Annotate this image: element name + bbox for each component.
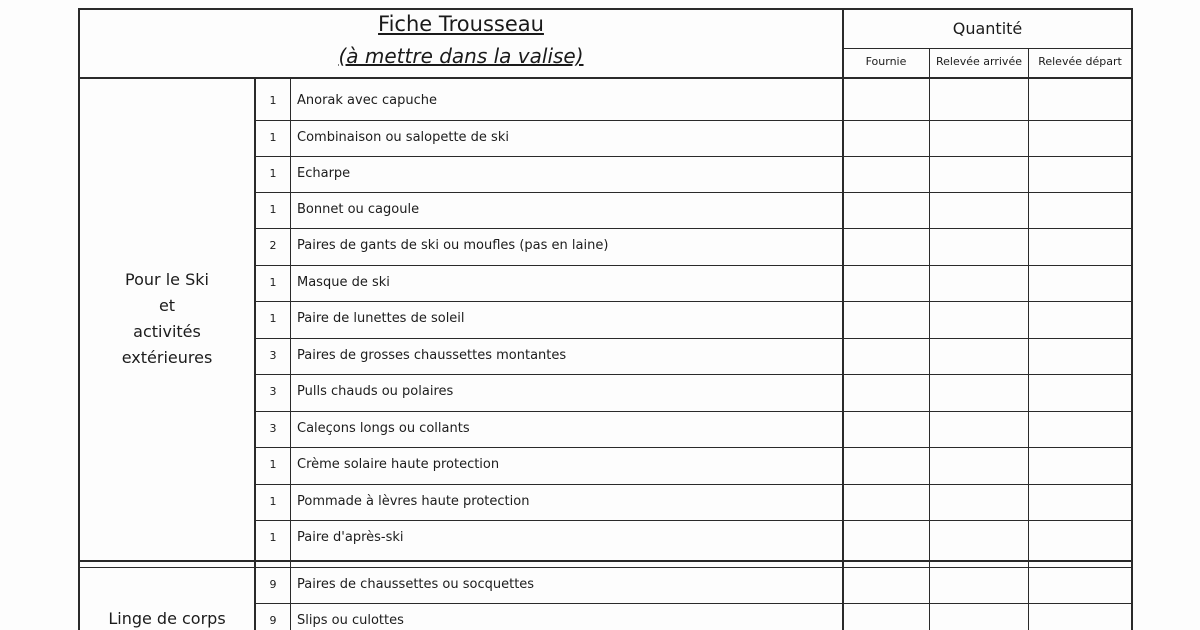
table-row: [256, 338, 844, 374]
item-label: Pulls chauds ou polaires: [297, 384, 454, 399]
category-line: et: [158, 296, 176, 315]
row-divider: [254, 603, 1133, 604]
category-line: extérieures: [121, 348, 213, 367]
item-quantity: 1: [269, 167, 277, 180]
item-quantity: 3: [269, 385, 277, 398]
item-quantity: 1: [269, 276, 277, 289]
row-divider: [254, 120, 1133, 121]
row-divider: [254, 156, 1133, 157]
column-header-fournie: Fournie: [865, 55, 907, 68]
item-quantity: 9: [269, 578, 277, 591]
table-row: [256, 374, 844, 410]
item-label: Bonnet ou cagoule: [297, 202, 420, 217]
item-quantity: 3: [269, 422, 277, 435]
item-quantity: 1: [269, 131, 277, 144]
row-divider: [254, 520, 1133, 521]
section-divider: [78, 560, 1133, 562]
item-label: Paire d'après-ski: [297, 530, 404, 545]
row-divider: [254, 338, 1133, 339]
table-row: [256, 83, 844, 119]
table-border: [842, 77, 1133, 79]
table-row: [256, 156, 844, 192]
item-label: Paires de grosses chaussettes montantes: [297, 348, 567, 363]
category-ski: [80, 267, 254, 371]
item-quantity: 9: [269, 614, 277, 627]
table-row: [256, 447, 844, 483]
row-divider: [254, 265, 1133, 266]
table-border: [842, 8, 1133, 10]
item-label: Crème solaire haute protection: [297, 457, 500, 472]
item-label: Anorak avec capuche: [297, 93, 437, 108]
page-subtitle: (à mettre dans la valise): [338, 44, 584, 68]
table-row: [256, 192, 844, 228]
table-row: [256, 228, 844, 264]
item-quantity: 1: [269, 203, 277, 216]
category-line: Pour le Ski: [125, 270, 209, 289]
table-row: [256, 301, 844, 337]
category-line: Linge de corps: [108, 609, 226, 628]
item-label: Masque de ski: [297, 275, 390, 290]
page-title: Fiche Trousseau: [378, 12, 544, 36]
table-border: [78, 8, 844, 10]
item-label: Paires de gants de ski ou moufles (pas en laine): [297, 238, 609, 253]
table-row: [256, 265, 844, 301]
row-divider: [254, 228, 1133, 229]
item-label: Pommade à lèvres haute protection: [297, 494, 530, 509]
row-divider: [254, 301, 1133, 302]
item-quantity: 1: [269, 458, 277, 471]
row-divider: [254, 192, 1133, 193]
table-border: [842, 48, 1133, 49]
quantity-header: Quantité: [952, 19, 1023, 38]
item-quantity: 1: [269, 94, 277, 107]
item-label: Paire de lunettes de soleil: [297, 311, 465, 326]
item-label: Slips ou culottes: [297, 613, 404, 628]
row-divider: [254, 447, 1133, 448]
table-border: [929, 48, 930, 630]
table-row: [256, 603, 844, 630]
column-header-relevee-depart: Relevée départ: [1038, 55, 1122, 68]
item-label: Combinaison ou salopette de ski: [297, 130, 509, 145]
row-divider: [254, 484, 1133, 485]
item-quantity: 1: [269, 531, 277, 544]
category-linge-de-corps: [80, 606, 254, 630]
item-label: Paires de chaussettes ou socquettes: [297, 577, 535, 592]
item-quantity: 3: [269, 349, 277, 362]
table-border: [1131, 8, 1133, 630]
category-line: activités: [133, 322, 201, 341]
table-row: [256, 120, 844, 156]
table-border: [1028, 48, 1029, 630]
item-label: Echarpe: [297, 166, 351, 181]
table-row: [256, 567, 844, 603]
table-row: [256, 520, 844, 556]
row-divider: [254, 411, 1133, 412]
item-quantity: 2: [269, 239, 277, 252]
table-row: [256, 411, 844, 447]
row-divider: [254, 374, 1133, 375]
column-header-relevee-arrivee: Relevée arrivée: [936, 55, 1022, 68]
item-quantity: 1: [269, 495, 277, 508]
table-border: [78, 77, 844, 79]
table-row: [256, 484, 844, 520]
item-quantity: 1: [269, 312, 277, 325]
item-label: Caleçons longs ou collants: [297, 421, 470, 436]
